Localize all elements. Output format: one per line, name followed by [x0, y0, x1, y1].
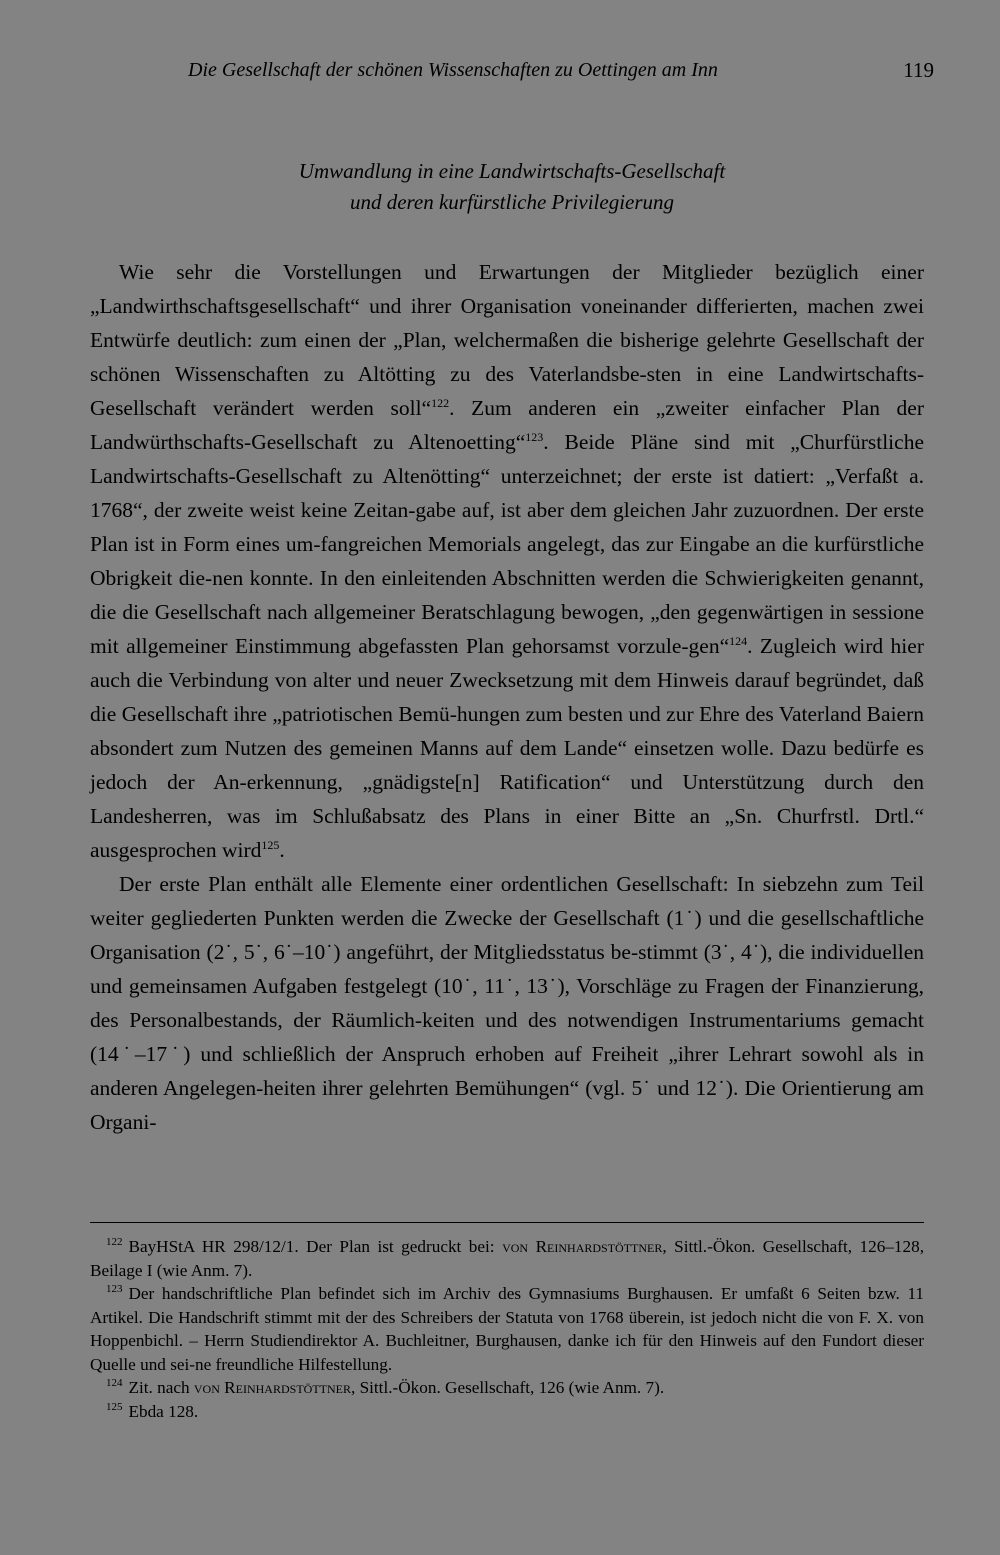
footnote-122 [90, 1235, 924, 1282]
footnote-ref[interactable]: 123 [525, 429, 544, 444]
footnote-125 [90, 1400, 924, 1424]
running-header [90, 56, 934, 86]
footnote-text: , Sittl.-Ökon. Gesellschaft, 126 (wie Anm. 7). [350, 1378, 665, 1397]
footnote-ref[interactable]: 122 [431, 395, 450, 410]
footnotes [90, 1235, 924, 1423]
footnote-text: Der handschriftliche Plan befindet sich im Archiv des Gymnasiums Burghausen. Er umfaßt 6 Seiten bzw. 11 Artikel. Die Handschrift stimmt mit der des Schreibers der Statuta von 1768 überein, ist jedoch nicht die von F. X. von Hoppenbichl. – Herrn Studiendirektor A. Buchleitner, Burghausen, danke ich für den Hinweis auf den Fundort dieser Quelle und sei-ne freundliche Hilfestellung. [90, 1284, 924, 1374]
footnote-number: 125 [106, 1400, 123, 1413]
footnote-text: BayHStA HR 298/12/1. Der Plan ist gedruckt bei: [128, 1237, 503, 1256]
paragraph-text: . Beide Pläne sind mit „Churfürstliche Landwirtschafts-Gesellschaft zu Altenötting“ unterzeichnet; der erste ist datiert: „Verfaßt a. 1768“, der zweite weist keine Zeitan-gabe auf, ist aber dem gleichen Jahr zuzuordnen. Der erste Plan ist in Form eines um-fangreichen Memorials angelegt, das zur Eingabe an die kurfürstliche Obrigkeit die-nen konnte. In den einleitenden Abschnitten werden die Schwierigkeiten genannt, die die Gesellschaft nach allgemeiner Beratschlagung bewogen, „den gegenwärtigen in sessione mit allgemeiner Einstimmung abgefassten Plan gehorsamst vorzule-gen“ [90, 430, 924, 658]
footnote-author: von Reinhardstöttner [502, 1237, 663, 1256]
footnote-123 [90, 1282, 924, 1376]
footnote-divider [90, 1222, 924, 1223]
body-text [90, 255, 924, 1139]
page-number: 119 [903, 58, 934, 82]
footnote-124 [90, 1376, 924, 1400]
section-heading-line-1: Umwandlung in eine Landwirtschafts-Gesellschaft [298, 159, 726, 183]
footnote-text: Zit. nach [128, 1378, 194, 1397]
paragraph-text: . Zugleich wird hier auch die Verbindung von alter und neuer Zwecksetzung mit dem Hinweis darauf begründet, daß die Gesellschaft ihre „patriotischen Bemü-hungen zum besten und zur Ehre des Vaterland Baiern absondert zum Nutzen des gemeinen Manns auf dem Lande“ einsetzen wolle. Dazu bedürfe es jedoch der An-erkennung, „gnädigste[n] Ratification“ und Unterstützung durch den Landesherren, was im Schlußabsatz des Plans in einer Bitte an „Sn. Churfrstl. Drtl.“ ausgesprochen wird [90, 634, 924, 862]
paragraph-text: . Zum anderen ein „zweiter einfacher Plan der Landwürthschafts-Gesellschaft zu Altenoetting“ [90, 396, 925, 454]
footnote-number: 123 [106, 1283, 123, 1296]
footnote-number: 124 [106, 1377, 123, 1390]
section-heading [90, 156, 934, 218]
footnote-ref[interactable]: 124 [729, 633, 748, 648]
footnote-ref[interactable]: 125 [261, 837, 280, 852]
paragraph-2: Der erste Plan enthält alle Elemente einer ordentlichen Gesellschaft: In siebzehn zum Teil weiter gegliederten Punkten werden die Zwecke der Gesellschaft (1˙) und die gesellschaftliche Organisation (2˙, 5˙, 6˙–10˙) angeführt, der Mitgliedsstatus be-stimmt (3˙, 4˙), die individuellen und gemeinsamen Aufgaben festgelegt (10˙, 11˙, 13˙), Vorschläge zu Fragen der Finanzierung, des Personalbestands, der Räumlich-keiten und des notwendigen Instrumentariums gemacht (14˙–17˙) und schließlich der Anspruch erhoben auf Freiheit „ihrer Lehrart sowohl als in anderen Angelegen-heiten ihrer gelehrten Bemühungen“ (vgl. 5˙ und 12˙). Die Orientierung am Organi- [90, 872, 924, 1134]
section-heading-line-2: und deren kurfürstliche Privilegierung [349, 190, 675, 214]
running-title: Die Gesellschaft der schönen Wissenschaften zu Oettingen am Inn [188, 59, 718, 81]
footnote-text: , Sittl.-Ökon. Gesellschaft, 126–128, Beilage I (wie Anm. 7). [90, 1237, 924, 1280]
paragraph-text: . [279, 838, 285, 862]
footnote-text: Ebda 128. [128, 1401, 199, 1421]
paragraph-text: Wie sehr die Vorstellungen und Erwartungen der Mitglieder bezüglich einer „Landwirthschaftsgesellschaft“ und ihrer Organisation voneinander differierten, machen zwei Entwürfe deutlich: zum einen der „Plan, welchermaßen die bisherige gelehrte Gesellschaft der schönen Wissenschaften zu Altötting zu des Vaterlandsbe-sten in eine Landwirtschafts-Gesellschaft verändert werden soll“ [90, 260, 924, 420]
footnote-number: 122 [106, 1236, 123, 1249]
paragraph-1 [90, 255, 924, 867]
footnote-author: von Reinhardstöttner [193, 1378, 351, 1397]
